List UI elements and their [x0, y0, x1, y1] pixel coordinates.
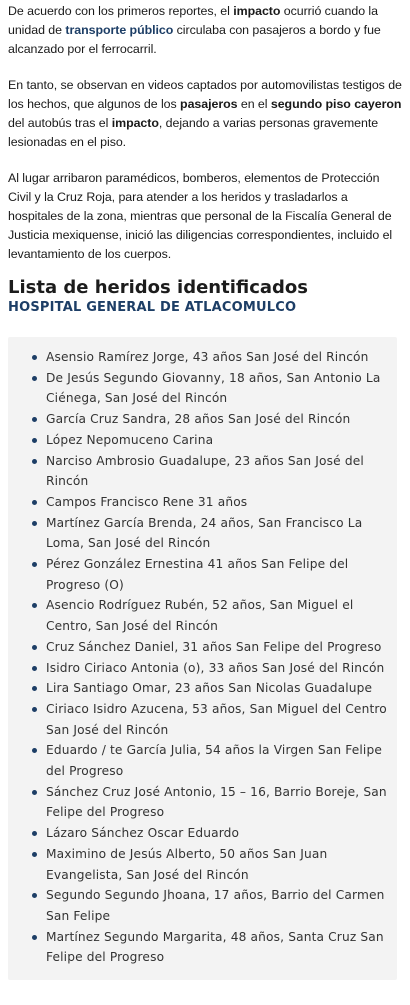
list-item	[8, 554, 395, 595]
article	[0, 2, 410, 980]
bullet-icon	[32, 562, 37, 567]
list-item-text: Isidro Ciriaco Antonia (o), 33 años San José del Rincón	[46, 660, 385, 675]
bullet-icon	[32, 686, 37, 691]
paragraph-text: En tanto, se observan en videos captados por automovilistas testigos de los hechos, que algunos de los	[8, 78, 402, 111]
bullet-icon	[32, 831, 37, 836]
list-item	[8, 513, 395, 554]
list-item-text: Ciriaco Isidro Azucena, 53 años, San Miguel del Centro San José del Rincón	[46, 701, 387, 737]
list-item	[8, 595, 395, 636]
list-item-text: Pérez González Ernestina 41 años San Felipe del Progreso (O)	[46, 557, 349, 592]
article-paragraph	[8, 76, 402, 152]
article-body	[8, 2, 402, 264]
paragraph-text: , dejando a varias personas gravemente lesionadas en el piso.	[8, 116, 379, 149]
article-paragraph	[8, 2, 402, 59]
list-item	[8, 927, 395, 968]
injured-list-box	[8, 337, 397, 980]
paragraph-text: circulaba con pasajeros a bordo y fue alcanzado por el ferrocarril.	[8, 23, 381, 56]
paragraph-text: ocurrió cuando la unidad de	[8, 4, 378, 37]
list-item-text: López Nepomuceno Carina	[46, 432, 214, 447]
paragraph-text: del autobús tras el	[8, 116, 112, 130]
list-item	[8, 347, 395, 368]
paragraph-text: en el	[237, 97, 271, 111]
list-item-text: Campos Francisco Rene 31 años	[46, 494, 248, 509]
list-item-text: Sánchez Cruz José Antonio, 15 – 16, Barrio Boreje, San Felipe del Progreso	[46, 784, 387, 820]
list-item	[8, 699, 395, 740]
bullet-icon	[32, 417, 37, 422]
bullet-icon	[32, 355, 37, 360]
list-item-text: Asensio Ramírez Jorge, 43 años San José del Rincón	[46, 350, 369, 364]
bullet-icon	[32, 603, 37, 608]
list-item-text: Lázaro Sánchez Oscar Eduardo	[46, 826, 240, 841]
list-item	[8, 740, 395, 781]
bullet-icon	[32, 376, 37, 381]
list-item-text: Asencio Rodríguez Rubén, 52 años, San Miguel el Centro, San José del Rincón	[46, 598, 354, 634]
bullet-icon	[32, 790, 37, 795]
bullet-icon	[32, 459, 37, 464]
bold-text: pasajeros	[180, 97, 238, 111]
list-item-text: Cruz Sánchez Daniel, 31 años San Felipe del Progreso	[46, 639, 382, 654]
list-item-text: Narciso Ambrosio Guadalupe, 23 años San José del Rincón	[46, 453, 364, 489]
bold-text: impacto	[233, 4, 281, 18]
list-item	[8, 678, 395, 699]
list-item-text: Maximino de Jesús Alberto, 50 años San Juan Evangelista, San José del Rincón	[46, 846, 328, 882]
list-item	[8, 492, 395, 513]
bullet-icon	[32, 707, 37, 712]
list-item-text: Lira Santiago Omar, 23 años San Nicolas Guadalupe	[46, 681, 373, 696]
list-item	[8, 823, 395, 844]
section-subtitle: HOSPITAL GENERAL DE ATLACOMULCO	[8, 300, 297, 315]
list-item-text: Eduardo / te García Julia, 54 años la Virgen San Felipe del Progreso	[46, 743, 382, 779]
list-item	[8, 885, 395, 926]
list-item-text: García Cruz Sandra, 28 años San José del Rincón	[46, 412, 351, 427]
bullet-icon	[32, 748, 37, 753]
list-item	[8, 430, 395, 451]
bullet-icon	[32, 935, 37, 940]
bold-text: segundo piso cayeron	[270, 97, 402, 111]
bullet-icon	[32, 645, 37, 650]
list-item	[8, 409, 395, 430]
list-item-text: Segundo Segundo Jhoana, 17 años, Barrio del Carmen San Felipe	[46, 888, 385, 923]
list-item	[8, 451, 395, 492]
bullet-icon	[32, 852, 37, 857]
bullet-icon	[32, 500, 37, 505]
injured-list	[8, 347, 395, 968]
inline-link[interactable]: transporte público	[65, 23, 174, 37]
list-item-text: Martínez Segundo Margarita, 48 años, Santa Cruz San Felipe del Progreso	[46, 929, 384, 965]
bullet-icon	[32, 521, 37, 526]
article-paragraph	[8, 169, 402, 264]
section-title: Lista de heridos identificados	[8, 277, 309, 298]
paragraph-text: De acuerdo con los primeros reportes, el	[8, 4, 234, 18]
list-item	[8, 844, 395, 885]
list-item-text: Martínez García Brenda, 24 años, San Francisco La Loma, San José del Rincón	[46, 515, 363, 551]
paragraph-text: Al lugar arribaron paramédicos, bomberos, elementos de Protección Civil y la Cruz Roja, para atender a los heridos y trasladarlos a hospitales de la zona, mientras que personal de la Fiscalía General de Justicia mexiquense, inició las diligencias correspondientes, incluido el levantamiento de los cuerpos.	[8, 171, 393, 261]
bullet-icon	[32, 666, 37, 671]
list-item	[8, 637, 395, 658]
bullet-icon	[32, 438, 37, 443]
list-item	[8, 658, 395, 679]
list-item	[8, 368, 395, 409]
list-item-text: De Jesús Segundo Giovanny, 18 años, San Antonio La Ciénega, San José del Rincón	[46, 370, 381, 406]
bold-text: impacto	[111, 116, 159, 130]
bullet-icon	[32, 893, 37, 898]
list-item	[8, 782, 395, 823]
